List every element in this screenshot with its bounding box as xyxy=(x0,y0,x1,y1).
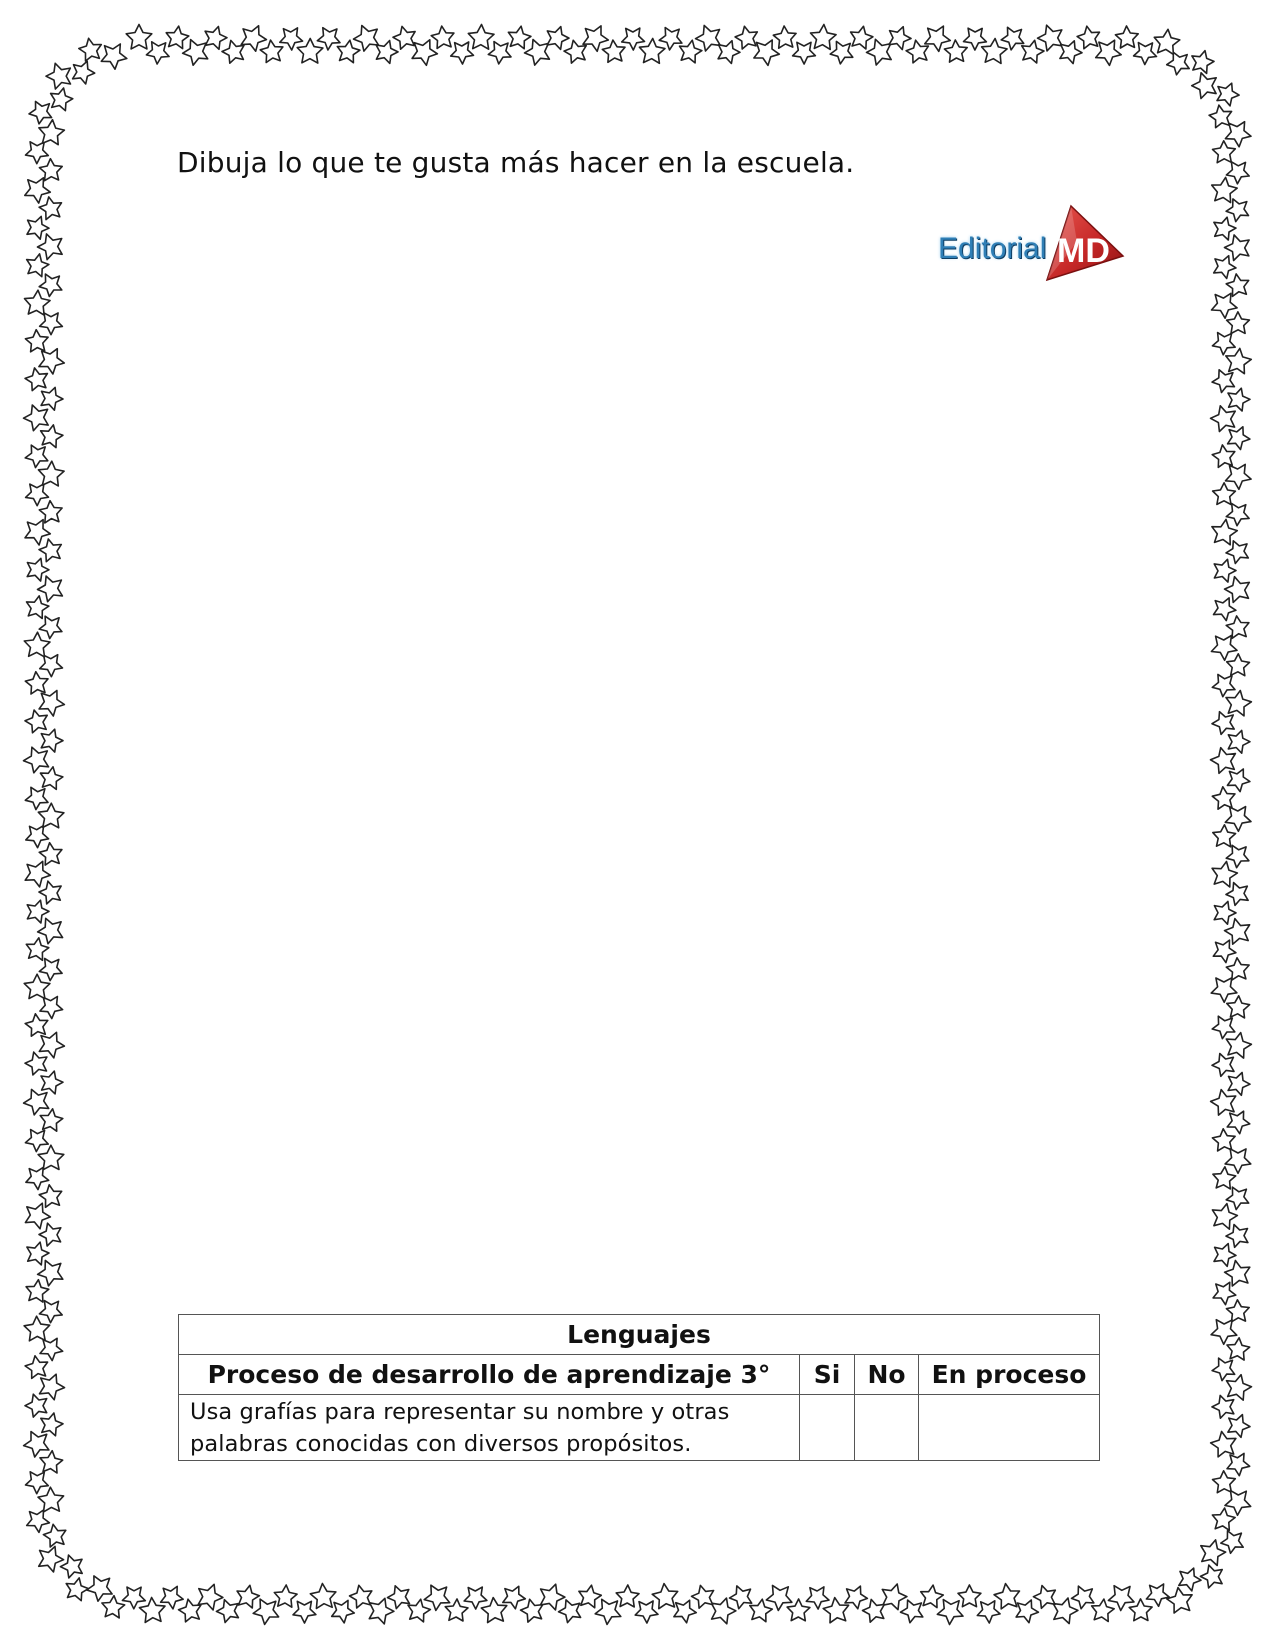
border-star-icon xyxy=(1053,1598,1078,1624)
border-star-icon xyxy=(39,539,61,562)
border-star-icon xyxy=(806,1587,829,1609)
border-star-icon xyxy=(39,616,62,638)
border-star-icon xyxy=(793,42,816,64)
border-star-icon xyxy=(1212,1508,1235,1530)
border-star-icon xyxy=(1214,1244,1236,1267)
border-star-icon xyxy=(1226,958,1249,980)
border-star-icon xyxy=(595,1599,621,1624)
border-star-icon xyxy=(126,25,152,49)
border-star-icon xyxy=(830,41,853,64)
border-star-icon xyxy=(754,40,779,65)
border-star-icon xyxy=(1217,83,1239,106)
border-star-icon xyxy=(354,26,379,52)
border-star-icon xyxy=(260,40,283,62)
border-star-icon xyxy=(730,1586,752,1609)
border-star-icon xyxy=(24,1089,49,1115)
border-star-icon xyxy=(1134,43,1157,65)
indicator-cell: Usa grafías para representar su nombre y otras palabras conocidas con diversos propósitos. xyxy=(179,1395,800,1461)
border-star-icon xyxy=(26,938,49,961)
border-star-icon xyxy=(337,40,360,63)
border-star-icon xyxy=(921,1585,944,1608)
border-star-icon xyxy=(521,1599,543,1622)
border-star-icon xyxy=(146,42,169,64)
border-star-icon xyxy=(1226,845,1249,867)
border-star-icon xyxy=(25,1052,47,1075)
border-star-icon xyxy=(1227,1453,1250,1475)
border-star-icon xyxy=(863,1599,885,1622)
border-star-icon xyxy=(41,1071,63,1094)
border-star-icon xyxy=(1226,348,1252,373)
border-star-icon xyxy=(310,1584,336,1609)
table-title: Lenguajes xyxy=(179,1315,1100,1355)
border-star-icon xyxy=(1211,636,1237,661)
border-star-icon xyxy=(60,1555,82,1578)
border-star-icon xyxy=(674,1600,696,1623)
border-star-icon xyxy=(412,40,437,66)
border-star-icon xyxy=(1033,1586,1055,1609)
border-star-icon xyxy=(1228,388,1250,411)
border-star-icon xyxy=(1225,1149,1251,1174)
border-star-icon xyxy=(166,26,189,48)
border-star-icon xyxy=(40,1109,63,1131)
border-star-icon xyxy=(1228,1073,1250,1096)
activity-instruction: Dibuja lo que te gusta más hacer en la escuela. xyxy=(177,146,855,179)
border-star-icon xyxy=(1211,748,1236,774)
border-star-icon xyxy=(944,40,967,62)
border-star-icon xyxy=(1228,427,1250,450)
border-star-icon xyxy=(25,1130,48,1152)
border-star-icon xyxy=(1146,1584,1169,1606)
border-star-icon xyxy=(559,1600,581,1623)
border-star-icon xyxy=(659,28,682,50)
border-star-icon xyxy=(1213,483,1236,505)
header-in-process: En proceso xyxy=(919,1355,1100,1395)
border-star-icon xyxy=(40,655,63,677)
border-star-icon xyxy=(1225,807,1251,832)
border-star-icon xyxy=(87,1576,112,1601)
border-star-icon xyxy=(39,1546,64,1572)
border-star-icon xyxy=(1213,825,1236,847)
border-star-icon xyxy=(583,26,608,51)
border-star-icon xyxy=(488,42,511,64)
border-star-icon xyxy=(1213,141,1236,163)
border-star-icon xyxy=(977,1601,1000,1623)
border-star-icon xyxy=(369,1598,394,1624)
border-star-icon xyxy=(38,461,64,486)
border-star-icon xyxy=(79,38,102,61)
header-process: Proceso de desarrollo de aprendizaje 3° xyxy=(179,1355,800,1395)
border-star-icon xyxy=(43,1524,65,1547)
border-star-icon xyxy=(29,101,52,124)
border-star-icon xyxy=(27,1510,50,1532)
border-star-icon xyxy=(26,1280,49,1302)
border-star-icon xyxy=(1226,616,1249,638)
border-star-icon xyxy=(39,691,64,717)
border-star-icon xyxy=(66,1578,88,1601)
border-star-icon xyxy=(1192,73,1217,99)
border-star-icon xyxy=(508,26,531,49)
border-star-icon xyxy=(39,1301,62,1323)
border-star-icon xyxy=(25,672,48,694)
logo-wordmark: Editorial xyxy=(938,232,1047,265)
border-star-icon xyxy=(1212,293,1238,318)
border-star-icon xyxy=(811,25,837,50)
border-star-icon xyxy=(1167,1588,1192,1613)
table-header-row xyxy=(179,1355,1100,1395)
border-star-icon xyxy=(1038,25,1063,51)
border-star-icon xyxy=(1212,1129,1235,1151)
border-star-icon xyxy=(1212,1016,1235,1038)
border-star-icon xyxy=(102,1596,125,1618)
border-star-icon xyxy=(750,1599,773,1622)
border-star-icon xyxy=(925,26,951,51)
border-star-icon xyxy=(1211,1090,1236,1116)
border-star-icon xyxy=(773,26,796,48)
border-star-icon xyxy=(1154,29,1180,54)
border-star-icon xyxy=(376,41,398,64)
border-star-icon xyxy=(1226,464,1252,489)
editorial-md-logo xyxy=(935,202,1125,288)
border-star-icon xyxy=(38,1145,64,1170)
border-star-icon xyxy=(40,313,63,335)
border-star-icon xyxy=(24,1316,50,1341)
border-star-icon xyxy=(1221,1531,1243,1554)
border-star-icon xyxy=(25,368,47,391)
border-star-icon xyxy=(25,178,51,203)
border-star-icon xyxy=(27,596,49,619)
border-star-icon xyxy=(1077,26,1099,49)
border-star-icon xyxy=(1016,1600,1038,1623)
border-star-icon xyxy=(547,27,569,50)
border-star-icon xyxy=(41,387,63,410)
border-star-icon xyxy=(1213,1471,1236,1493)
border-star-icon xyxy=(718,41,740,64)
border-star-icon xyxy=(1192,51,1214,74)
border-star-icon xyxy=(1212,445,1235,468)
border-star-icon xyxy=(1226,162,1249,184)
border-star-icon xyxy=(40,997,63,1019)
border-star-icon xyxy=(937,1600,963,1625)
border-star-icon xyxy=(183,40,208,66)
border-star-icon xyxy=(1226,274,1249,297)
border-star-icon xyxy=(635,1601,658,1623)
border-star-icon xyxy=(39,958,62,980)
border-star-icon xyxy=(652,1584,678,1609)
border-star-icon xyxy=(1212,674,1235,696)
border-star-icon xyxy=(1212,712,1234,735)
border-star-icon xyxy=(867,39,892,65)
border-star-icon xyxy=(735,26,757,49)
border-star-icon xyxy=(39,349,64,374)
border-star-icon xyxy=(696,25,721,51)
border-star-icon xyxy=(1022,40,1044,63)
border-star-icon xyxy=(1211,978,1237,1003)
border-star-icon xyxy=(541,1584,565,1610)
border-star-icon xyxy=(41,1413,63,1436)
border-star-icon xyxy=(25,445,48,468)
border-star-icon xyxy=(901,1600,923,1623)
border-star-icon xyxy=(1200,1565,1222,1588)
border-star-icon xyxy=(350,1585,372,1608)
border-star-icon xyxy=(1212,1054,1234,1077)
border-star-icon xyxy=(25,290,51,315)
border-star-icon xyxy=(38,803,64,828)
border-star-icon xyxy=(1228,1415,1250,1438)
border-star-icon xyxy=(25,330,48,352)
border-star-icon xyxy=(253,1599,278,1624)
border-star-icon xyxy=(39,120,65,145)
border-star-icon xyxy=(1212,1358,1235,1381)
border-star-icon xyxy=(851,26,873,49)
border-star-icon xyxy=(1227,1338,1250,1360)
border-star-icon xyxy=(179,1599,201,1622)
border-star-icon xyxy=(1227,312,1250,334)
border-star-icon xyxy=(579,1585,601,1608)
border-star-icon xyxy=(41,425,63,448)
border-star-icon xyxy=(1227,996,1250,1018)
border-star-icon xyxy=(101,44,127,69)
border-star-icon xyxy=(205,27,227,50)
border-star-icon xyxy=(40,767,63,790)
border-star-icon xyxy=(1092,1599,1115,1621)
border-star-icon xyxy=(1213,1167,1236,1189)
border-star-icon xyxy=(26,142,49,164)
border-star-icon xyxy=(73,61,95,84)
border-star-icon xyxy=(1226,1300,1249,1322)
border-star-icon xyxy=(468,25,494,50)
border-star-icon xyxy=(1209,105,1232,128)
border-star-icon xyxy=(1072,1586,1094,1609)
border-star-icon xyxy=(464,1587,487,1609)
border-star-icon xyxy=(1212,787,1235,809)
border-star-icon xyxy=(24,974,50,998)
border-star-icon xyxy=(38,1487,64,1512)
border-star-icon xyxy=(26,1472,49,1494)
border-star-icon xyxy=(1226,1033,1251,1059)
border-star-icon xyxy=(24,405,49,431)
border-star-icon xyxy=(25,1356,47,1379)
border-star-icon xyxy=(39,881,61,904)
border-star-icon xyxy=(1227,654,1250,676)
border-star-icon xyxy=(241,26,266,52)
border-star-icon xyxy=(431,26,454,48)
border-star-icon xyxy=(1214,217,1236,240)
border-star-icon xyxy=(1060,41,1082,64)
border-star-icon xyxy=(602,40,625,62)
border-star-icon xyxy=(39,274,62,297)
header-no: No xyxy=(855,1355,919,1395)
border-star-icon xyxy=(198,1584,223,1610)
border-star-icon xyxy=(1226,1187,1249,1210)
border-star-icon xyxy=(25,1014,48,1036)
border-star-icon xyxy=(1212,370,1234,393)
border-star-icon xyxy=(823,1598,848,1623)
in-process-checkbox-cell[interactable] xyxy=(919,1395,1100,1461)
border-star-icon xyxy=(25,520,50,545)
border-star-icon xyxy=(616,1585,639,1607)
border-star-icon xyxy=(216,1600,238,1623)
logo-triangle-icon xyxy=(1043,202,1125,288)
border-star-icon xyxy=(889,27,911,50)
border-star-icon xyxy=(1115,26,1138,48)
border-star-icon xyxy=(1227,1111,1250,1134)
border-star-icon xyxy=(1228,730,1250,753)
border-star-icon xyxy=(1211,406,1236,432)
border-star-icon xyxy=(1096,40,1122,65)
border-star-icon xyxy=(332,1600,355,1623)
border-star-icon xyxy=(1214,559,1236,582)
border-star-icon xyxy=(680,40,702,63)
border-star-icon xyxy=(40,1451,63,1473)
border-star-icon xyxy=(1225,1491,1251,1516)
border-star-icon xyxy=(222,40,244,63)
border-star-icon xyxy=(1001,27,1024,50)
border-star-icon xyxy=(46,63,71,89)
border-star-icon xyxy=(26,484,49,506)
border-star-icon xyxy=(39,1223,61,1246)
border-star-icon xyxy=(40,1338,63,1360)
border-star-icon xyxy=(1179,1568,1201,1591)
border-star-icon xyxy=(51,88,73,111)
border-star-icon xyxy=(1225,122,1251,147)
border-star-icon xyxy=(1167,52,1190,75)
border-star-icon xyxy=(41,729,63,752)
border-star-icon xyxy=(1211,1432,1236,1457)
border-star-icon xyxy=(39,197,61,220)
border-star-icon xyxy=(122,1587,145,1609)
border-star-icon xyxy=(24,747,49,773)
border-star-icon xyxy=(293,1601,316,1623)
evaluation-table xyxy=(178,1314,1100,1461)
border-star-icon xyxy=(692,1585,714,1608)
border-star-icon xyxy=(711,1598,736,1624)
border-star-icon xyxy=(274,1585,297,1607)
border-star-icon xyxy=(1211,1320,1237,1345)
border-star-icon xyxy=(408,1599,430,1622)
border-star-icon xyxy=(1212,1395,1234,1418)
border-star-icon xyxy=(25,1394,47,1417)
logo-mark-text: MD xyxy=(1057,232,1110,270)
border-star-icon xyxy=(39,1032,64,1058)
no-checkbox-cell[interactable] xyxy=(855,1395,919,1461)
border-star-icon xyxy=(25,710,47,733)
border-star-icon xyxy=(388,1586,410,1609)
table-row xyxy=(179,1395,1100,1461)
border-star-icon xyxy=(525,40,550,66)
border-star-icon xyxy=(24,1432,49,1458)
si-checkbox-cell[interactable] xyxy=(800,1395,855,1461)
border-star-icon xyxy=(451,42,474,64)
border-star-icon xyxy=(1227,769,1250,792)
border-star-icon xyxy=(26,1167,49,1189)
border-star-icon xyxy=(882,1584,907,1610)
border-star-icon xyxy=(393,26,415,49)
border-star-icon xyxy=(958,1585,981,1607)
border-star-icon xyxy=(994,1584,1019,1609)
border-star-icon xyxy=(237,1585,259,1608)
border-star-icon xyxy=(24,632,50,657)
border-star-icon xyxy=(25,861,50,887)
border-star-icon xyxy=(1214,901,1236,924)
border-star-icon xyxy=(1226,504,1249,526)
border-star-icon xyxy=(26,826,49,848)
border-star-icon xyxy=(1226,691,1251,716)
header-si: Si xyxy=(800,1355,855,1395)
border-star-icon xyxy=(1227,1375,1252,1401)
table-title-row xyxy=(179,1315,1100,1355)
border-star-icon xyxy=(1212,333,1235,355)
border-star-icon xyxy=(25,787,48,809)
border-star-icon xyxy=(40,1374,65,1400)
